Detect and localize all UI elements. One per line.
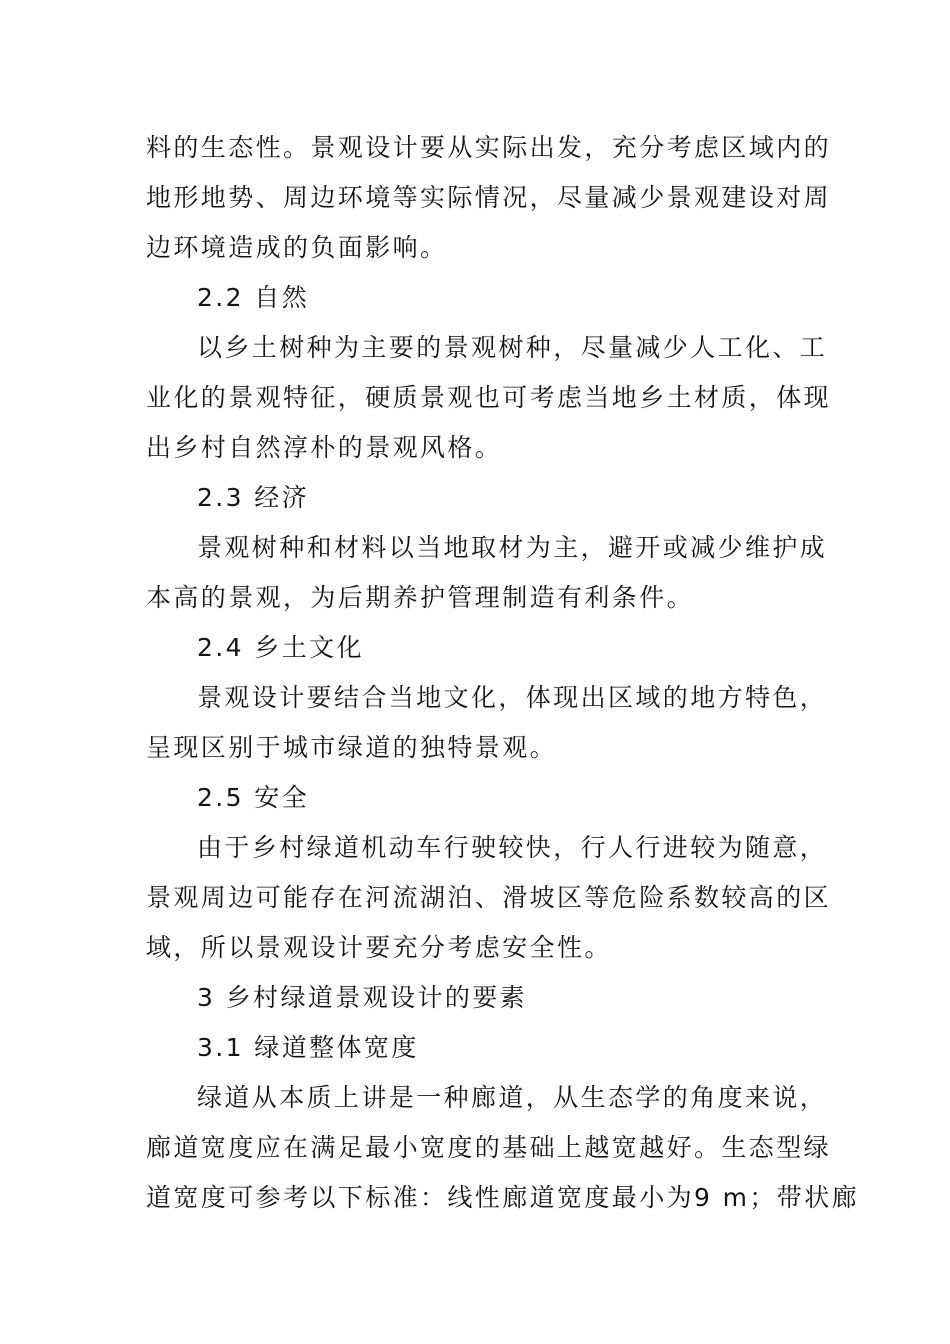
paragraph-line: 景观树种和材料以当地取材为主，避开或减少维护成 [197, 533, 828, 562]
paragraph-line: 呈现区别于城市绿道的独特景观。 [146, 733, 558, 762]
section-heading-3-1: 3.1 绿道整体宽度 [197, 1033, 419, 1062]
paragraph-line: 道宽度可参考以下标准：线性廊道宽度最小为9 m；带状廊 [146, 1183, 860, 1212]
section-heading-2-4: 2.4 乡土文化 [197, 633, 364, 662]
paragraph-line: 出乡村自然淳朴的景观风格。 [146, 433, 503, 462]
paragraph-line: 由于乡村绿道机动车行驶较快，行人行进较为随意， [197, 833, 828, 862]
section-heading-2-2: 2.2 自然 [197, 283, 310, 312]
paragraph-line: 业化的景观特征，硬质景观也可考虑当地乡土材质，体现 [146, 383, 832, 412]
paragraph-line: 本高的景观，为后期养护管理制造有利条件。 [146, 583, 695, 612]
paragraph-line: 地形地势、周边环境等实际情况，尽量减少景观建设对周 [146, 183, 832, 212]
paragraph-line: 边环境造成的负面影响。 [146, 233, 448, 262]
paragraph-line: 景观设计要结合当地文化，体现出区域的地方特色， [197, 683, 828, 712]
paragraph-line: 景观周边可能存在河流湖泊、滑坡区等危险系数较高的区 [146, 883, 832, 912]
paragraph-line: 域，所以景观设计要充分考虑安全性。 [146, 933, 612, 962]
paragraph-line: 廊道宽度应在满足最小宽度的基础上越宽越好。生态型绿 [146, 1133, 832, 1162]
paragraph-line: 料的生态性。景观设计要从实际出发，充分考虑区域内的 [146, 133, 832, 162]
section-heading-2-5: 2.5 安全 [197, 783, 310, 812]
section-heading-2-3: 2.3 经济 [197, 483, 310, 512]
paragraph-line: 以乡土树种为主要的景观树种，尽量减少人工化、工 [197, 333, 828, 362]
section-heading-3: 3 乡村绿道景观设计的要素 [197, 983, 528, 1012]
paragraph-line: 绿道从本质上讲是一种廊道，从生态学的角度来说， [197, 1083, 828, 1112]
